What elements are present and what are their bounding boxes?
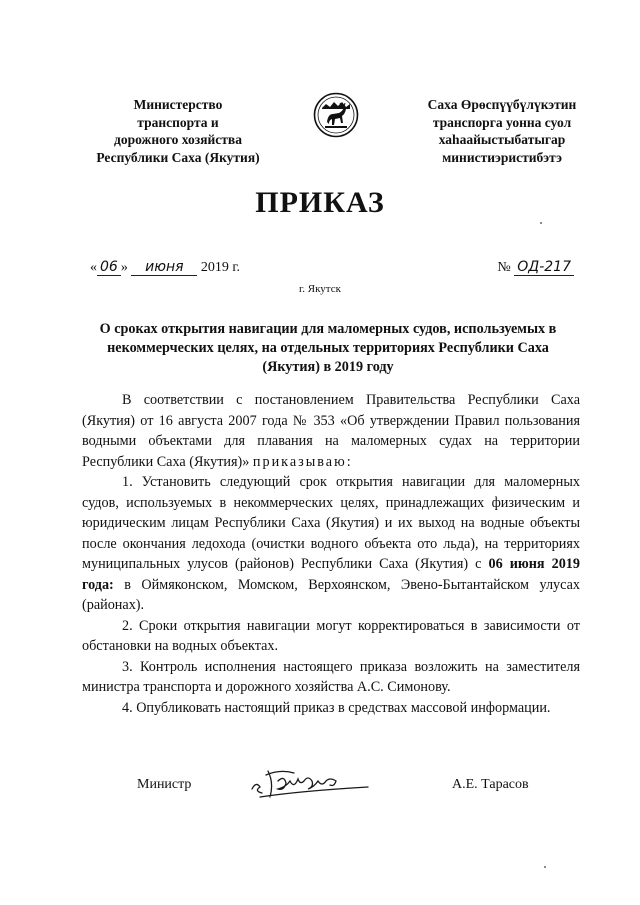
ministry-name-line: дорожного хозяйства xyxy=(114,132,242,147)
signatory-position: Министр xyxy=(137,777,192,792)
order-number-value: ОД-217 xyxy=(514,260,574,276)
document-title: ПРИКАЗ xyxy=(255,186,385,219)
city-name: г. Якутск xyxy=(299,283,341,295)
handwritten-signature xyxy=(240,763,390,803)
coat-of-arms-emblem-icon xyxy=(313,92,359,138)
signatory-name: А.Е. Тарасов xyxy=(452,777,529,792)
scan-speck xyxy=(544,866,546,868)
order-number-prefix: № xyxy=(497,260,511,275)
item-4: 4. Опубликовать настоящий приказ в средствах массовой информации. xyxy=(122,699,551,716)
date-quote: « xyxy=(90,260,97,275)
date-day: 06 xyxy=(97,260,121,276)
signature-block xyxy=(0,763,640,803)
item-1-regions: в Оймяконском, Момском, Верхоянском, Эвено-Бытантайском улусах (районах). xyxy=(82,576,580,613)
scan-speck xyxy=(540,222,542,224)
date-year: 2019 г. xyxy=(200,260,240,275)
item-2: 2. Сроки открытия навигации могут корректироваться в зависимости от обстановки на водных объектах. xyxy=(82,617,580,654)
date-quote: » xyxy=(120,260,128,275)
intro-text: В соответствии с постановлением Правительства Республики Саха (Якутия) от 16 августа 2007 года № 353 «Об утверждении Правил пользования водными объектами для плавания на маломерных судах на территории Республики Саха (Якутия)» xyxy=(82,392,580,470)
ministry-name-line: Республики Саха (Якутия) xyxy=(96,149,260,165)
order-body xyxy=(82,390,580,718)
order-date xyxy=(90,260,240,276)
ministry-name-yakut xyxy=(402,96,602,166)
intro-paragraph xyxy=(82,390,580,472)
ministry-name-line: Министерство xyxy=(133,97,223,112)
ministry-name-line: Саха Өрөспүүбүлүкэтин xyxy=(427,97,577,112)
ministry-name-line: хаһаайыстыбатыгар xyxy=(438,132,566,147)
item-3: 3. Контроль исполнения настоящего приказа возложить на заместителя министра транспорта и дорожного хозяйства А.С. Симонову. xyxy=(82,658,580,695)
date-month: июня xyxy=(131,260,197,276)
order-subject: О сроках открытия навигации для маломерных судов, используемых в некоммерческих целях, на отдельных территориях Республики Саха (Якутия) в 2019 году xyxy=(99,321,557,375)
ministry-name-line: транспорга уонна суол xyxy=(432,114,572,130)
item-1-text: 1. Установить следующий срок открытия навигации для маломерных судов, используемых в некоммерческих целях, принадлежащих физическим и юридическим лицам Республики Саха (Якутия) и их выход на водные объекты после окончания ледохода (очистки водного объекта ото льда), на территориях муниципальных улусов (районов) Республики Саха (Якутия) с xyxy=(82,474,580,572)
intro-keyword: приказываю: xyxy=(252,453,353,470)
item-1 xyxy=(82,472,580,616)
order-number xyxy=(497,260,574,276)
ministry-name-line: транспорта и xyxy=(137,114,219,130)
ministry-name-russian xyxy=(78,96,278,166)
ministry-name-line: министиэристибэтэ xyxy=(442,149,562,165)
item-1-date: 06 июня 2019 года: xyxy=(82,556,580,593)
